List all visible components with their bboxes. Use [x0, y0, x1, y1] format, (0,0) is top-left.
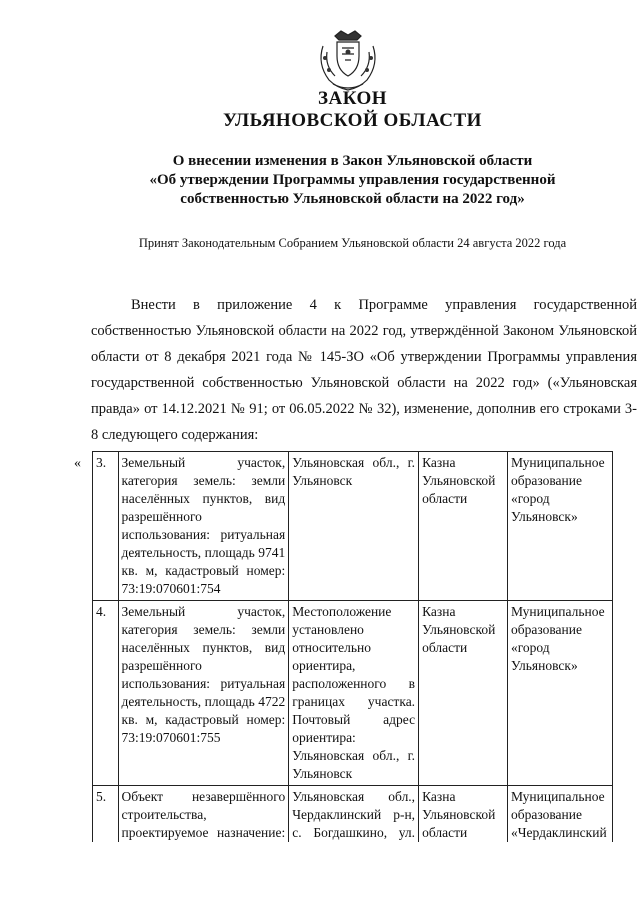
- object-owner: Казна Ульяновской области: [419, 601, 508, 786]
- object-owner: Казна Ульяновской области: [419, 452, 508, 601]
- law-title: ЗАКОН: [317, 88, 388, 109]
- property-table: [92, 451, 613, 881]
- coat-of-arms-emblem: [315, 28, 381, 94]
- object-owner: Казна Ульяновской области: [419, 786, 508, 881]
- law-subject: [0, 152, 640, 209]
- row-number: 5.: [93, 786, 119, 881]
- adoption-note: Принят Законодательным Собранием Ульяновской области 24 августа 2022 года: [138, 236, 567, 250]
- object-description: Земельный участок, категория земель: земли населённых пунктов, вид разрешённого использования: ритуальная деятельность, площадь 4722 кв. м, кадастровый номер: 73:19:070601:755: [118, 601, 289, 786]
- row-number: 3.: [93, 452, 119, 601]
- table-row: [93, 452, 613, 601]
- object-address: Ульяновская обл., Чердаклинский р-н, с. Богдашкино, ул.: [289, 786, 419, 881]
- table-row: [93, 601, 613, 786]
- law-region: УЛЬЯНОВСКОЙ ОБЛАСТИ: [223, 110, 482, 131]
- row-number: 4.: [93, 601, 119, 786]
- body-paragraph: Внести в приложение 4 к Программе управления государственной собственностью Ульяновской области на 2022 год, утверждённой Законом Ульяновской области от 8 декабря 2021 года № 145-ЗО «Об утверждении Программы управления государственной собственностью Ульяновской области на 2022 год» («Ульяновская правда» от 14.12.2021 № 91; от 06.05.2022 № 32), изменение, дополнив его строками 3-8 следующего содержания:: [91, 297, 637, 443]
- subject-line-3: собственностью Ульяновской области на 2022 год»: [180, 191, 525, 207]
- body-text: [91, 292, 637, 448]
- object-description: Объект незавершённого строительства, проектируемое назначение:: [118, 786, 289, 881]
- object-description: Земельный участок, категория земель: земли населённых пунктов, вид разрешённого использования: ритуальная деятельность, площадь 9741 кв. м, кадастровый номер: 73:19:070601:754: [118, 452, 289, 601]
- object-address: Ульяновская обл., г. Ульяновск: [289, 452, 419, 601]
- object-municipality: Муниципальное образование «город Ульяновск»: [507, 601, 612, 786]
- object-address: Местоположение установлено относительно ориентира, расположенного в границах участка. Почтовый адрес ориентира: Ульяновская обл., г. Ульяновск: [289, 601, 419, 786]
- subject-line-2: «Об утверждении Программы управления государственной: [149, 172, 556, 188]
- subject-line-1: О внесении изменения в Закон Ульяновской области: [172, 153, 533, 169]
- law-title-block: [0, 88, 640, 132]
- page-cutoff: [92, 842, 622, 905]
- object-municipality: Муниципальное образование «Чердаклинский: [507, 786, 612, 881]
- opening-quote: «: [74, 456, 81, 471]
- object-municipality: Муниципальное образование «город Ульяновск»: [507, 452, 612, 601]
